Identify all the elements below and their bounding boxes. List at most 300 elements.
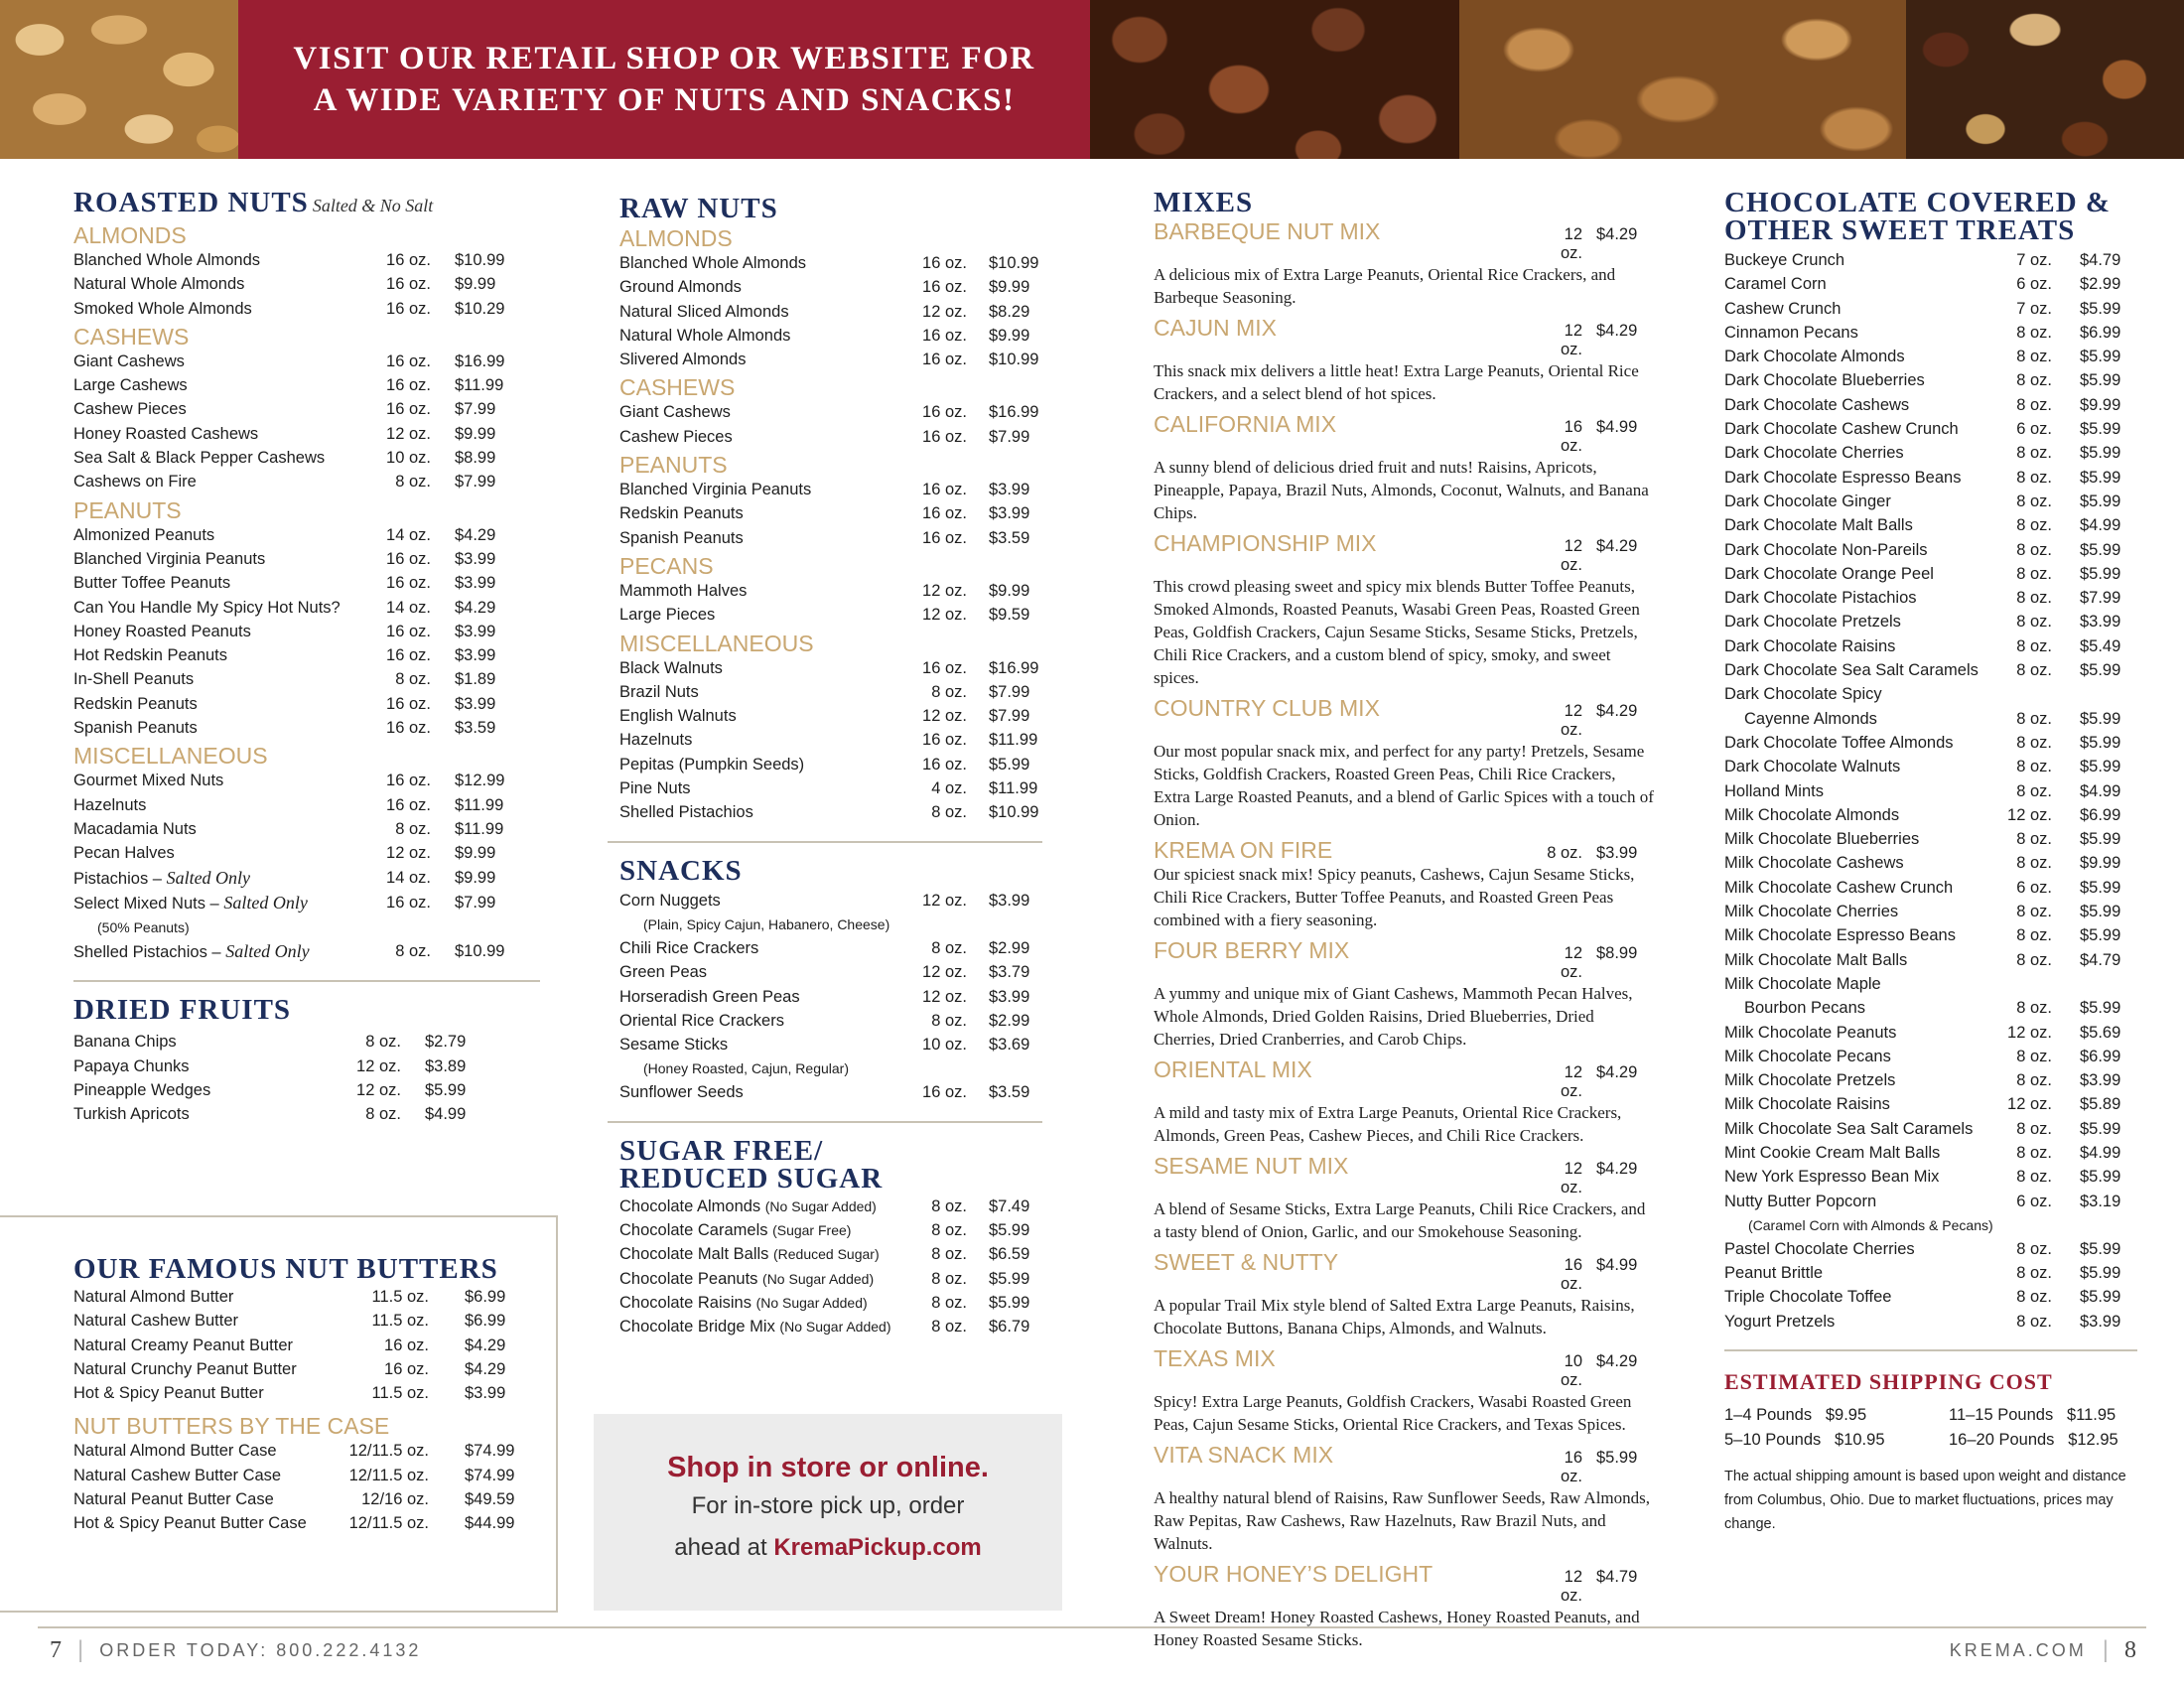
snacks-heading: SNACKS <box>619 854 743 887</box>
item-name: Papaya Chunks <box>73 1056 190 1075</box>
item-size: 8 oz. <box>2016 661 2052 680</box>
item-name: Dark Chocolate Cashews <box>1724 395 1910 414</box>
item-name: Dark Chocolate Espresso Beans <box>1724 468 1962 487</box>
item-size: 8 oz. <box>2016 468 2052 487</box>
item-price: $9.99 <box>455 275 496 294</box>
list-item <box>619 728 1042 752</box>
footer-left <box>50 1636 421 1664</box>
item-price: $9.99 <box>989 278 1030 297</box>
list-item <box>73 547 532 571</box>
item-name: Milk Chocolate Sea Salt Caramels <box>1724 1119 1974 1138</box>
item-size: 16 oz. <box>386 795 431 814</box>
item-size: 14 oz. <box>386 598 431 617</box>
item-size: 8 oz. <box>365 1105 401 1124</box>
mix-item <box>1154 1056 1655 1147</box>
item-price: $16.99 <box>989 658 1039 677</box>
sesame-sticks-sub: (Honey Roasted, Cajun, Regular) <box>643 1060 849 1077</box>
item-name: Blanched Virginia Peanuts <box>73 549 266 568</box>
item-price: $3.79 <box>989 963 1030 982</box>
item-size: 12/11.5 oz. <box>348 1514 429 1533</box>
order-phone[interactable]: ORDER TODAY: 800.222.4132 <box>99 1639 422 1660</box>
mix-description: This crowd pleasing sweet and spicy mix blends Butter Toffee Peanuts, Smoked Almonds, Roasted Peanuts, Wasabi Green Peas, Roasted Green Peas, Goldfish Crackers, Cajun Sesame Sticks, Sesame Sticks, Pretzels, Chili Rice Crackers, and a custom blend of spicy, smoky, and sweet spices. <box>1154 577 1640 687</box>
item-size: 8 oz. <box>2016 1071 2052 1090</box>
chocolate-list-a <box>1724 248 2135 682</box>
item-size: 6 oz. <box>2016 1192 2052 1210</box>
item-name: Caramel Corn <box>1724 275 1827 294</box>
list-item <box>619 275 1042 299</box>
list-item <box>1724 1165 2135 1189</box>
item-size: 16 oz. <box>922 504 967 523</box>
list-item <box>1724 586 2135 610</box>
list-item <box>1724 466 2135 490</box>
list-item <box>619 324 1042 348</box>
item-name: Almonized Peanuts <box>73 525 215 544</box>
list-item: Shelled Pistachios – Salted Only 8 oz. $10.99 <box>73 941 505 962</box>
mix-price: $4.29 <box>1596 537 1638 555</box>
item-size: 16 oz. <box>386 376 431 395</box>
list-item <box>73 248 532 272</box>
item-size: 8 oz. <box>2016 492 2052 510</box>
item-name: Blanched Whole Almonds <box>73 251 261 269</box>
walnut-photo <box>1459 0 1906 159</box>
item-size: 8 oz. <box>395 819 431 838</box>
item-name: Sea Salt & Black Pepper Cashews <box>73 449 326 468</box>
item-price: $7.99 <box>989 427 1030 446</box>
item-price: $5.99 <box>2080 830 2121 849</box>
item-size: 12 oz. <box>356 1081 401 1100</box>
item-size: 16 oz. <box>386 352 431 370</box>
item-name: Redskin Peanuts <box>73 694 198 713</box>
list-item <box>73 1381 550 1405</box>
popcorn-sub: (Caramel Corn with Almonds & Pecans) <box>1748 1216 1993 1233</box>
item-name: Redskin Peanuts <box>619 504 744 523</box>
item-name: Spanish Peanuts <box>619 528 744 547</box>
item-name: Mammoth Halves <box>619 581 748 600</box>
list-item <box>1724 368 2135 392</box>
chocolate-list-b <box>1724 731 2135 972</box>
item-size: 8 oz. <box>2016 926 2052 945</box>
list-item <box>619 251 1042 275</box>
item-size: 8 oz. <box>931 1245 967 1264</box>
item-size: 12 oz. <box>922 581 967 600</box>
item-price: $6.99 <box>465 1288 506 1306</box>
item-name: Natural Crunchy Peanut Butter <box>73 1359 297 1378</box>
list-item <box>619 1242 1042 1266</box>
item-name: Milk Chocolate Peanuts <box>1724 1023 1897 1042</box>
shipping-heading: ESTIMATED SHIPPING COST <box>1724 1369 2053 1395</box>
list-item <box>619 1267 1042 1291</box>
list-item <box>619 1218 1042 1242</box>
mix-price: $4.29 <box>1596 1352 1638 1370</box>
item-size: 16 oz. <box>386 299 431 318</box>
item-name: Milk Chocolate Almonds <box>1724 805 1900 824</box>
mix-item <box>1154 411 1655 524</box>
item-name: Slivered Almonds <box>619 351 747 369</box>
select-mixed-sub: (50% Peanuts) <box>97 919 190 936</box>
item-name: Holland Mints <box>1724 781 1824 800</box>
item-name: Natural Sliced Almonds <box>619 302 789 321</box>
mix-name: YOUR HONEY’S DELIGHT <box>1154 1561 1433 1587</box>
roasted-peanuts-list <box>73 523 532 741</box>
item-size: 16 oz. <box>386 275 431 294</box>
dried-list <box>73 1030 532 1126</box>
list-item <box>1724 272 2135 296</box>
item-size: 14 oz. <box>386 525 431 544</box>
item-size: 8 oz. <box>365 1033 401 1052</box>
item-name: Natural Cashew Butter <box>73 1312 238 1331</box>
item-size: 8 oz. <box>2016 758 2052 776</box>
item-price: $3.99 <box>465 1384 506 1403</box>
shipping-rate: 5–10 Pounds $10.95 <box>1724 1431 1885 1450</box>
item-size: 4 oz. <box>931 779 967 798</box>
item-price: $5.99 <box>2080 1239 2121 1258</box>
list-item <box>1724 1310 2135 1334</box>
shop-line-2: ahead at KremaPickup.com <box>674 1534 982 1561</box>
raw-almonds-label: ALMONDS <box>619 225 733 251</box>
item-price: $11.99 <box>455 376 504 395</box>
item-size: 8 oz. <box>2016 830 2052 849</box>
divider <box>608 841 1042 843</box>
item-size: 8 oz. <box>2016 371 2052 390</box>
item-price: $2.99 <box>2080 275 2121 294</box>
item-price: $3.99 <box>455 622 496 640</box>
column-chocolate <box>1724 189 2135 1536</box>
item-size: 10 oz. <box>922 1036 967 1055</box>
item-price: $4.29 <box>455 525 496 544</box>
item-size: 8 oz. <box>2016 781 2052 800</box>
item-name: Mint Cookie Cream Malt Balls <box>1724 1143 1941 1162</box>
item-size: 8 oz. <box>2016 1047 2052 1065</box>
item-name: Gourmet Mixed Nuts <box>73 772 224 790</box>
list-item <box>1724 562 2135 586</box>
item-name: Chocolate Caramels (Sugar Free) <box>619 1221 852 1240</box>
item-price: $6.79 <box>989 1318 1030 1336</box>
list-item: Sunflower Seeds 16 oz. $3.59 <box>619 1083 1030 1102</box>
list-item <box>73 1309 550 1333</box>
list-item <box>1724 297 2135 321</box>
list-item <box>619 1033 1042 1056</box>
shipping-rates <box>1724 1403 2135 1453</box>
roasted-misc-list <box>73 769 532 865</box>
shop-title: Shop in store or online. <box>667 1452 989 1483</box>
item-size: 8 oz. <box>931 682 967 701</box>
item-name: Pastel Chocolate Cherries <box>1724 1239 1915 1258</box>
raw-peanuts-label: PEANUTS <box>619 452 728 479</box>
list-item <box>73 716 532 740</box>
mix-description: A healthy natural blend of Raisins, Raw Sunflower Seeds, Raw Almonds, Raw Pepitas, Raw Cashews, Raw Hazelnuts, Raw Brazil Nuts, and Walnuts. <box>1154 1488 1651 1553</box>
list-item <box>619 579 1042 603</box>
item-name: Butter Toffee Peanuts <box>73 574 231 593</box>
item-name: Shelled Pistachios <box>619 803 753 822</box>
item-price: $11.99 <box>455 795 504 814</box>
item-price: $5.89 <box>2080 1095 2121 1114</box>
raw-pecans-label: PECANS <box>619 552 714 579</box>
mix-name: TEXAS MIX <box>1154 1345 1276 1371</box>
list-item <box>619 603 1042 627</box>
item-price: $5.99 <box>2080 926 2121 945</box>
item-price: $5.99 <box>2080 661 2121 680</box>
roasted-almonds-list <box>73 248 532 321</box>
item-name: Milk Chocolate Cashew Crunch <box>1724 878 1954 897</box>
item-price: $5.99 <box>989 755 1030 774</box>
list-item <box>619 501 1042 525</box>
list-item <box>619 478 1042 501</box>
list-item: Pistachios – Salted Only 14 oz. $9.99 <box>73 867 496 888</box>
page-number-right: 8 <box>2124 1636 2136 1663</box>
mix-size: 16 oz. <box>1560 1449 1582 1485</box>
list-item <box>73 422 532 446</box>
item-name: New York Espresso Bean Mix <box>1724 1168 1940 1187</box>
item-size: 8 oz. <box>2016 1239 2052 1258</box>
item-size: 16 oz. <box>386 622 431 640</box>
mix-size: 16 oz. <box>1560 418 1582 455</box>
mix-price: $4.99 <box>1596 418 1638 436</box>
mix-item <box>1154 837 1655 931</box>
list-item <box>1724 755 2135 778</box>
list-item <box>1724 1190 2135 1213</box>
item-price: $4.79 <box>2080 251 2121 269</box>
item-name: Cinnamon Pecans <box>1724 323 1858 342</box>
nut-butters-section <box>73 1255 550 1536</box>
item-price: $3.99 <box>2080 1071 2121 1090</box>
item-name: Turkish Apricots <box>73 1105 190 1124</box>
item-name: Brazil Nuts <box>619 682 699 701</box>
mix-price: $8.99 <box>1596 944 1638 962</box>
item-price: $5.99 <box>2080 564 2121 583</box>
list-item <box>1724 634 2135 658</box>
item-price: $5.99 <box>425 1081 467 1100</box>
website-link[interactable]: KREMA.COM <box>1949 1639 2087 1660</box>
item-name: Large Cashews <box>73 376 188 395</box>
list-item <box>73 397 532 421</box>
item-name: Smoked Whole Almonds <box>73 299 252 318</box>
item-name: Oriental Rice Crackers <box>619 1011 784 1030</box>
item-price: $9.99 <box>989 581 1030 600</box>
mix-name: SESAME NUT MIX <box>1154 1153 1349 1179</box>
pickup-link[interactable]: KremaPickup.com <box>773 1534 982 1561</box>
list-item <box>1724 1285 2135 1309</box>
item-size: 8 oz. <box>2016 348 2052 366</box>
item-size: 8 oz. <box>931 1269 967 1288</box>
item-size: 12 oz. <box>2007 805 2052 824</box>
list-item <box>1724 441 2135 465</box>
mix-size: 12 oz. <box>1560 1160 1582 1196</box>
item-price: $3.99 <box>455 574 496 593</box>
item-name: Dark Chocolate Pistachios <box>1724 589 1917 608</box>
mix-item <box>1154 1561 1655 1651</box>
list-item <box>73 446 532 470</box>
mix-name: BARBEQUE NUT MIX <box>1154 218 1381 244</box>
item-size: 8 oz. <box>395 670 431 689</box>
list-item <box>73 1357 550 1381</box>
butters-case-label: NUT BUTTERS BY THE CASE <box>73 1413 390 1440</box>
list-item <box>73 1102 532 1126</box>
list-item <box>73 1464 550 1487</box>
item-size: 8 oz. <box>2016 1312 2052 1331</box>
list-item <box>1724 1237 2135 1261</box>
shop-line-1: For in-store pick up, order <box>691 1492 965 1519</box>
item-price: $5.99 <box>2080 1288 2121 1307</box>
item-size: 8 oz. <box>931 1221 967 1240</box>
shipping-rate: 11–15 Pounds $11.95 <box>1949 1406 2116 1425</box>
item-name: Hazelnuts <box>73 795 147 814</box>
item-name: Chocolate Raisins (No Sugar Added) <box>619 1293 868 1312</box>
item-price: $5.99 <box>2080 371 2121 390</box>
item-name: Dark Chocolate Walnuts <box>1724 758 1901 776</box>
list-item <box>619 348 1042 371</box>
list-item <box>73 769 532 792</box>
list-item <box>73 596 532 620</box>
mix-name: COUNTRY CLUB MIX <box>1154 695 1380 721</box>
item-size: 16 oz. <box>386 719 431 738</box>
list-item <box>1724 923 2135 947</box>
item-size: 11.5 oz. <box>371 1312 429 1331</box>
item-price: $5.99 <box>2080 299 2121 318</box>
item-name: Giant Cashews <box>619 403 731 422</box>
item-name: Dark Chocolate Almonds <box>1724 348 1905 366</box>
shop-online-card <box>594 1414 1062 1611</box>
item-price: $6.99 <box>2080 323 2121 342</box>
item-size: 16 oz. <box>922 481 967 499</box>
list-item <box>619 753 1042 776</box>
item-size: 12 oz. <box>356 1056 401 1075</box>
item-name: Black Walnuts <box>619 658 723 677</box>
item-size: 16 oz. <box>922 528 967 547</box>
list-item <box>619 1009 1042 1033</box>
item-price: $6.99 <box>465 1312 506 1331</box>
item-price: $5.49 <box>2080 636 2121 655</box>
item-size: 8 oz. <box>2016 950 2052 969</box>
item-name: Can You Handle My Spicy Hot Nuts? <box>73 598 341 617</box>
item-size: 7 oz. <box>2016 299 2052 318</box>
list-item <box>1724 1092 2135 1116</box>
mix-name: CHAMPIONSHIP MIX <box>1154 530 1377 556</box>
item-price: $7.99 <box>989 707 1030 726</box>
item-name: Green Peas <box>619 963 708 982</box>
promo-banner <box>238 0 1090 159</box>
page-number-left: 7 <box>50 1636 62 1663</box>
list-item <box>1724 1117 2135 1141</box>
mix-name: KREMA ON FIRE <box>1154 837 1333 863</box>
list-item <box>73 1334 550 1357</box>
snacks-list <box>619 936 1042 1056</box>
item-name: Dark Chocolate Blueberries <box>1724 371 1925 390</box>
raw-heading: RAW NUTS <box>619 193 778 224</box>
item-name: Dark Chocolate Toffee Almonds <box>1724 733 1954 752</box>
item-price: $3.99 <box>989 481 1030 499</box>
column-roasted <box>73 189 532 1127</box>
list-item <box>1724 876 2135 900</box>
mix-description: A popular Trail Mix style blend of Salted Extra Large Peanuts, Raisins, Chocolate Buttons, Banana Chips, Almonds, and Walnuts. <box>1154 1296 1635 1337</box>
shipping-rate: 16–20 Pounds $12.95 <box>1949 1431 2118 1450</box>
item-size: 8 oz. <box>2016 516 2052 535</box>
roasted-misc-label: MISCELLANEOUS <box>73 743 268 770</box>
roasted-almonds-label: ALMONDS <box>73 222 187 248</box>
item-price: $5.99 <box>2080 492 2121 510</box>
list-item <box>619 400 1042 424</box>
list-item <box>1724 490 2135 513</box>
item-price: $7.99 <box>455 473 496 492</box>
item-price: $3.99 <box>455 549 496 568</box>
list-item <box>619 1315 1042 1338</box>
sugarfree-list <box>619 1195 1042 1339</box>
raw-almonds-list <box>619 251 1042 371</box>
item-name: Milk Chocolate Espresso Beans <box>1724 926 1956 945</box>
list-item <box>73 350 532 373</box>
list-item <box>73 1439 550 1463</box>
mix-size: 16 oz. <box>1560 1256 1582 1293</box>
list-item <box>619 425 1042 449</box>
mix-name: CAJUN MIX <box>1154 315 1277 341</box>
item-name: Natural Almond Butter <box>73 1288 234 1306</box>
item-size: 12/16 oz. <box>361 1490 429 1509</box>
list-item <box>73 1078 532 1102</box>
item-size: 8 oz. <box>2016 395 2052 414</box>
item-size: 12 oz. <box>386 844 431 863</box>
list-item <box>73 643 532 667</box>
item-size: 16 oz. <box>384 1359 429 1378</box>
mix-price: $4.29 <box>1596 1063 1638 1081</box>
item-price: $3.99 <box>989 504 1030 523</box>
item-name: Chocolate Malt Balls (Reduced Sugar) <box>619 1245 880 1264</box>
item-size: 12 oz. <box>922 707 967 726</box>
roasted-note: Salted & No Salt <box>312 196 434 215</box>
item-name: Large Pieces <box>619 606 716 625</box>
list-item <box>1724 345 2135 368</box>
item-size: 16 oz. <box>386 694 431 713</box>
column-raw <box>619 189 1042 1339</box>
item-price: $10.99 <box>989 254 1039 272</box>
item-price: $6.99 <box>2080 1047 2121 1065</box>
item-size: 8 oz. <box>2016 1119 2052 1138</box>
mix-description: A mild and tasty mix of Extra Large Peanuts, Oriental Rice Crackers, Almonds, Green Peas, Cashew Pieces, and Chili Rice Crackers. <box>1154 1103 1622 1145</box>
item-name: Ground Almonds <box>619 278 742 297</box>
item-name: Dark Chocolate Sea Salt Caramels <box>1724 661 1979 680</box>
item-size: 12 oz. <box>2007 1023 2052 1042</box>
item-name: Chocolate Bridge Mix (No Sugar Added) <box>619 1318 891 1336</box>
item-price: $7.99 <box>455 400 496 419</box>
item-price: $3.99 <box>2080 1312 2121 1331</box>
item-name: Dark Chocolate Non-Pareils <box>1724 540 1928 559</box>
item-price: $5.99 <box>2080 903 2121 921</box>
item-price: $1.89 <box>455 670 496 689</box>
list-item <box>73 523 532 547</box>
item-size: 8 oz. <box>2016 564 2052 583</box>
item-name: Chocolate Peanuts (No Sugar Added) <box>619 1269 875 1288</box>
mix-item <box>1154 1345 1655 1436</box>
list-item <box>73 272 532 296</box>
item-price: $8.99 <box>455 449 496 468</box>
item-name: In-Shell Peanuts <box>73 670 195 689</box>
item-price: $10.99 <box>989 803 1039 822</box>
item-size: 16 oz. <box>922 403 967 422</box>
list-item <box>1724 538 2135 562</box>
mix-description: A delicious mix of Extra Large Peanuts, Oriental Rice Crackers, and Barbeque Seasoning. <box>1154 265 1616 307</box>
list-item <box>73 470 532 493</box>
item-price: $16.99 <box>989 403 1039 422</box>
item-size: 8 oz. <box>2016 444 2052 463</box>
item-price: $3.89 <box>425 1056 467 1075</box>
item-price: $2.79 <box>425 1033 467 1052</box>
item-name: Pineapple Wedges <box>73 1081 211 1100</box>
item-size: 11.5 oz. <box>371 1288 429 1306</box>
list-item <box>1724 393 2135 417</box>
butters-case-list <box>73 1439 550 1535</box>
mix-item <box>1154 937 1655 1051</box>
list-item <box>1724 827 2135 851</box>
item-price: $7.99 <box>989 682 1030 701</box>
item-size: 16 oz. <box>922 658 967 677</box>
